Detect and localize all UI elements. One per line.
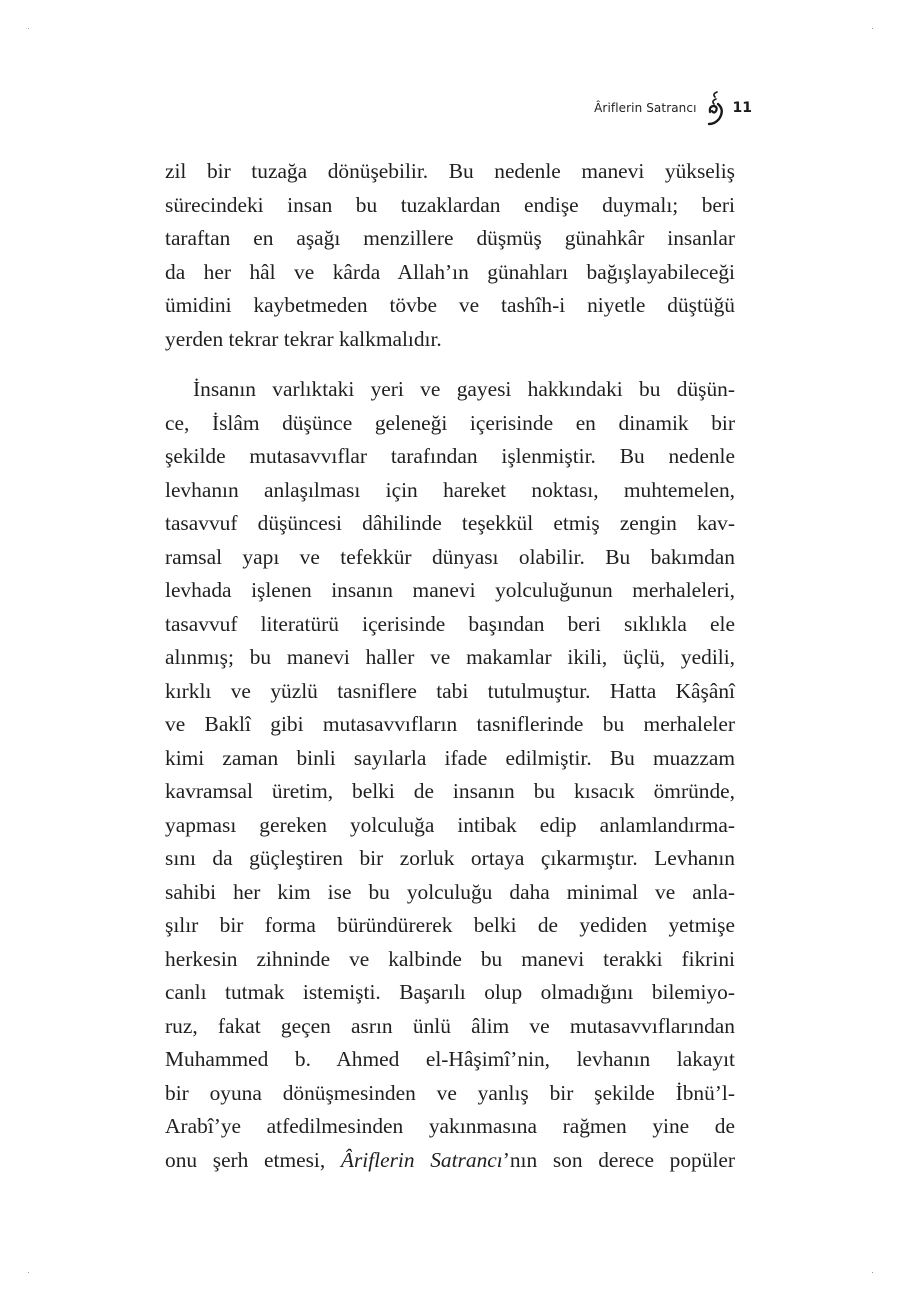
calligraphic-ornament-icon [703, 88, 727, 128]
text-line: Arabî’ye atfedilmesinden yakınmasına rağmen yine de [165, 1114, 735, 1138]
text-line: ve Baklî gibi mutasavvıfların tasniflerinde bu merhaleler [165, 712, 735, 736]
text-line: Muhammed b. Ahmed el-Hâşimî’nin, levhanın lakayıt [165, 1047, 735, 1071]
text-line: yapması gereken yolculuğa intibak edip anlamlandırma- [165, 812, 735, 837]
text-line: sürecindeki insan bu tuzaklardan endişe duymalı; beri [165, 192, 735, 217]
crop-mark-bottom-right [872, 1272, 873, 1273]
text-line: ruz, fakat geçen asrın ünlü âlim ve mutasavvıflarından [165, 1013, 735, 1038]
text-line: levhada işlenen insanın manevi yolculuğunun merhaleleri, [165, 578, 735, 602]
text-line-final [165, 1144, 735, 1178]
page-number: 11 [732, 100, 752, 116]
text-segment: ’nın son derece popüler [502, 1147, 736, 1172]
paragraph-2 [165, 373, 735, 1177]
running-title: Âriflerin Satrancı [594, 101, 697, 115]
crop-mark-top-right [872, 28, 873, 29]
text-line: herkesin zihninde ve kalbinde bu manevi terakki fikrini [165, 946, 735, 971]
book-title-italic: Âriflerin Satrancı [340, 1147, 503, 1172]
text-line: sını da güçleştiren bir zorluk ortaya çıkarmıştır. Levhanın [165, 846, 735, 870]
text-line: zil bir tuzağa dönüşebilir. Bu nedenle manevi yükseliş [165, 159, 735, 183]
text-line: alınmış; bu manevi haller ve makamlar ikili, üçlü, yedili, [165, 645, 735, 669]
text-line: ramsal yapı ve tefekkür dünyası olabilir. Bu bakımdan [165, 544, 735, 569]
text-segment: onu şerh etmesi, [165, 1147, 341, 1172]
text-line: canlı tutmak istemişti. Başarılı olup olmadığını bilemiyo- [165, 980, 735, 1004]
text-line: şekilde mutasavvıflar tarafından işlenmiştir. Bu nedenle [165, 444, 735, 468]
running-header [594, 88, 752, 128]
text-line: ümidini kaybetmeden tövbe ve tashîh-i niyetle düştüğü [165, 293, 735, 317]
text-line: ce, İslâm düşünce geleneği içerisinde en dinamik bir [165, 410, 735, 435]
paragraph-1 [165, 155, 735, 356]
text-line: kimi zaman binli sayılarla ifade edilmiştir. Bu muazzam [165, 745, 735, 770]
text-line: tasavvuf düşüncesi dâhilinde teşekkül etmiş zengin kav- [165, 511, 735, 535]
text-line: taraftan en aşağı menzillere düşmüş günahkâr insanlar [165, 226, 735, 250]
paragraph-gap [165, 356, 735, 373]
text-line: da her hâl ve kârda Allah’ın günahları bağışlayabileceği [165, 259, 735, 284]
text-line: yerden tekrar tekrar kalkmalıdır. [165, 326, 442, 351]
text-line: şılır bir forma büründürerek belki de yediden yetmişe [165, 913, 735, 937]
crop-mark-top-left [28, 28, 29, 29]
crop-mark-bottom-left [28, 1272, 29, 1273]
text-line: İnsanın varlıktaki yeri ve gayesi hakkındaki bu düşün- [193, 377, 735, 401]
text-line: levhanın anlaşılması için hareket noktası, muhtemelen, [165, 477, 735, 502]
text-line: bir oyuna dönüşmesinden ve yanlış bir şekilde İbnü’l- [165, 1080, 735, 1105]
text-line: sahibi her kim ise bu yolculuğu daha minimal ve anla- [165, 879, 735, 904]
text-line: kırklı ve yüzlü tasniflere tabi tutulmuştur. Hatta Kâşânî [165, 678, 735, 703]
text-line: tasavvuf literatürü içerisinde başından beri sıklıkla ele [165, 611, 735, 636]
text-line: kavramsal üretim, belki de insanın bu kısacık ömründe, [165, 779, 735, 803]
body-text [165, 155, 735, 1177]
